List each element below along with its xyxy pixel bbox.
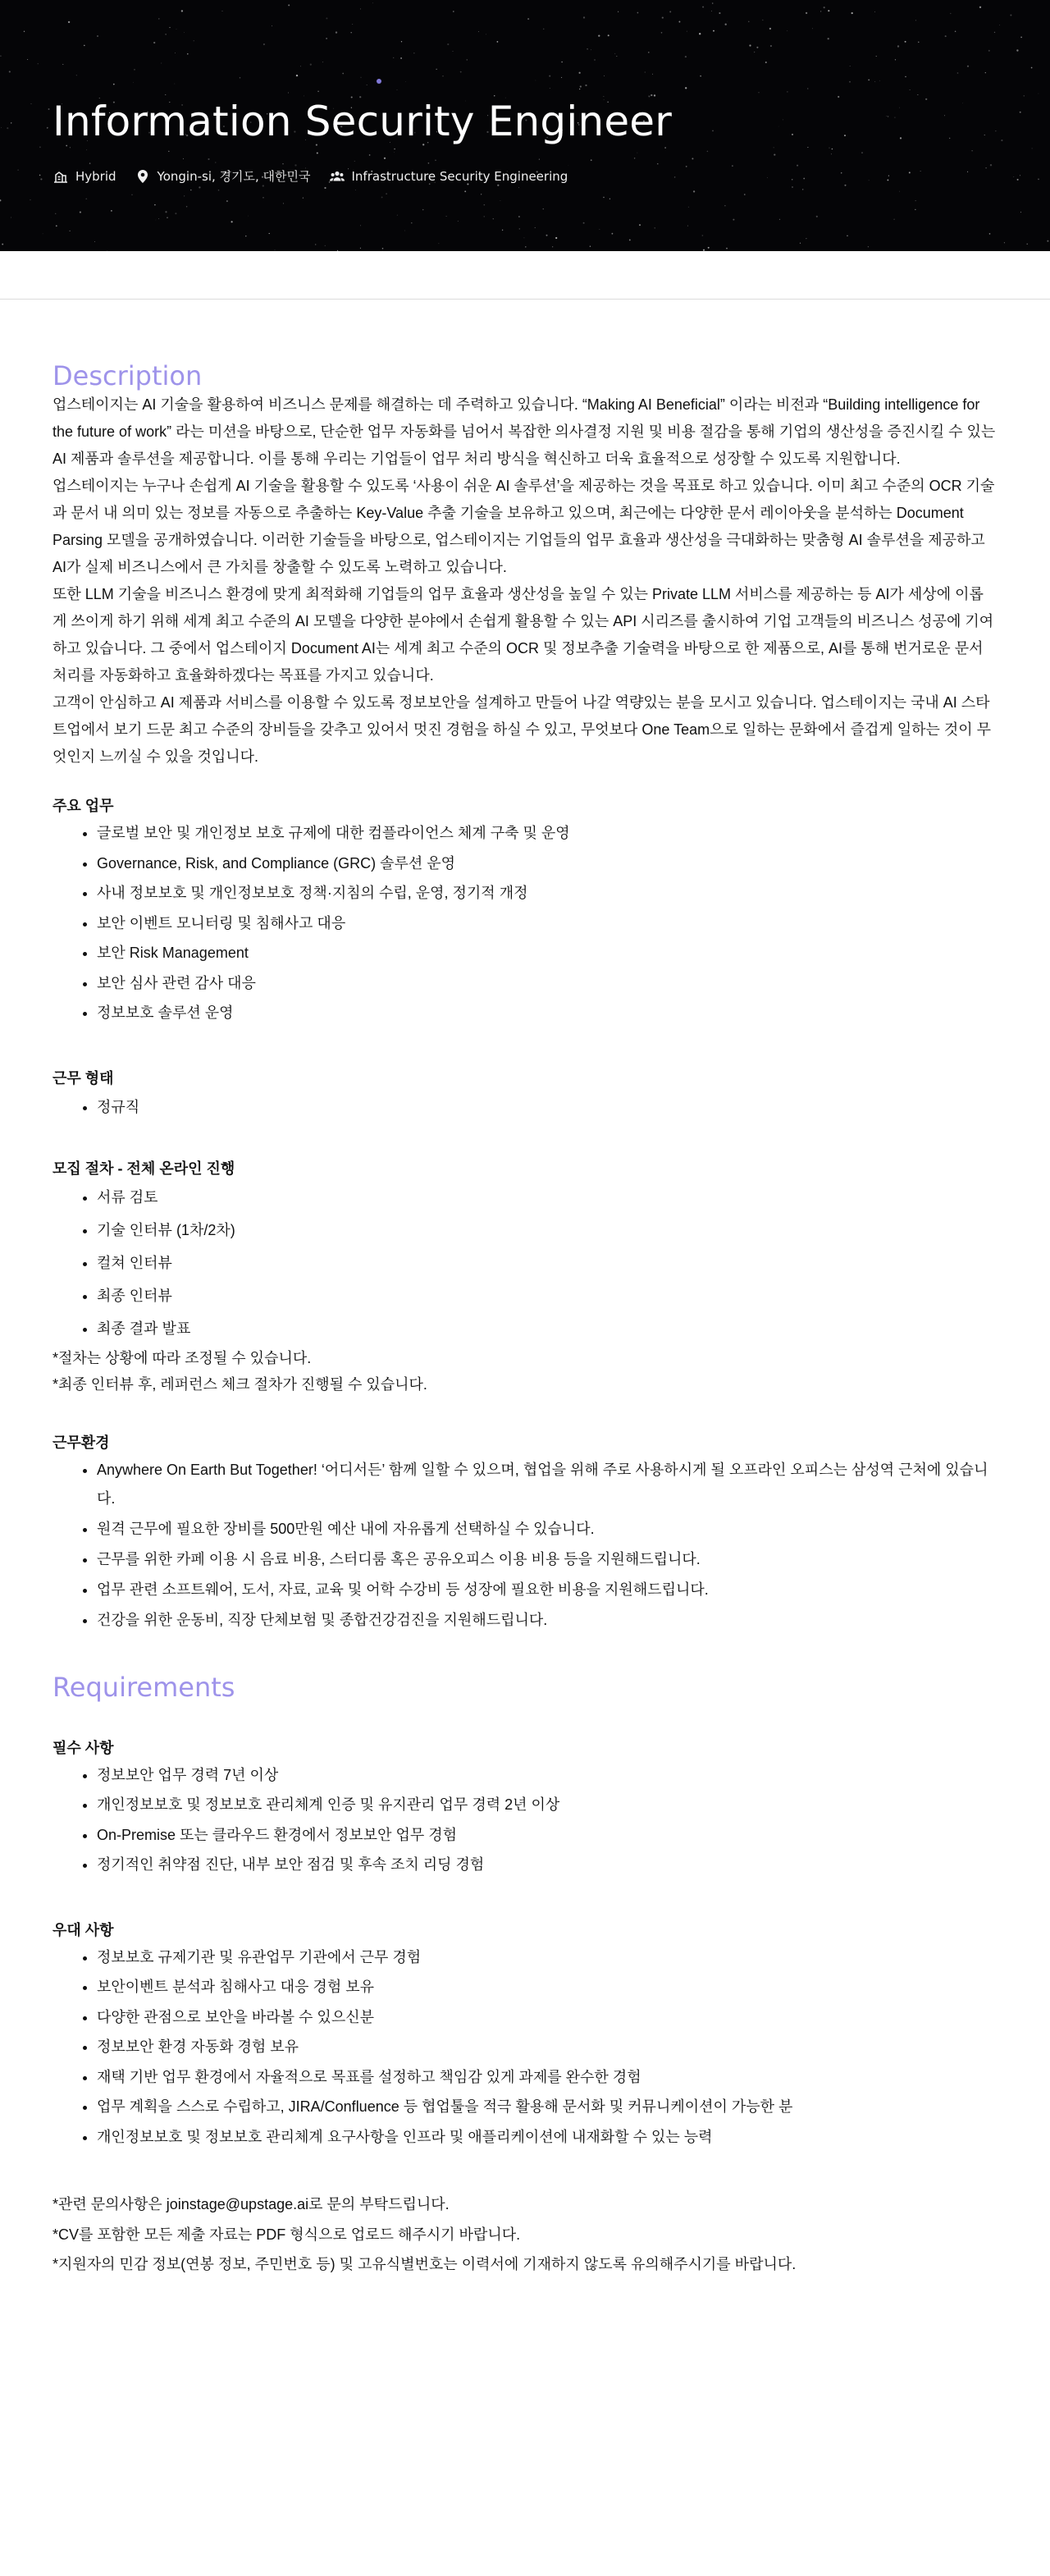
meta-team: [329, 168, 568, 185]
list-item: • 최종 결과 발표: [97, 1312, 998, 1345]
employment-type-heading: 근무 형태: [52, 1069, 114, 1087]
footer-notes: [52, 2189, 998, 2280]
list-item: • 보안이벤트 분석과 침해사고 대응 경험 보유: [97, 1972, 998, 2002]
list-item: • 보안 심사 관련 감사 대응: [97, 968, 998, 999]
list-item: • 정보보호 규제기관 및 유관업무 기관에서 근무 경험: [97, 1942, 998, 1973]
list-item: • On-Premise 또는 클라우드 환경에서 정보보안 업무 경험: [97, 1820, 998, 1851]
list-item: • 건강을 위한 운동비, 직장 단체보험 및 종합건강검진을 지원해드립니다.: [97, 1605, 998, 1636]
required-qualifications-heading: 필수 사항: [52, 1739, 114, 1756]
duties-list: [52, 818, 998, 1028]
list-item: • 정기적인 취약점 진단, 내부 보안 점검 및 후속 조치 리딩 경험: [97, 1850, 998, 1880]
job-content: [0, 360, 1050, 2280]
list-item: • 정보보안 환경 자동화 경험 보유: [97, 2032, 998, 2062]
employment-type-list: [52, 1091, 998, 1123]
list-item: • 업무 관련 소프트웨어, 도서, 자료, 교육 및 어학 수강비 등 성장에 필요한 비용을 지원해드립니다.: [97, 1575, 998, 1605]
list-item: • Governance, Risk, and Compliance (GRC) 솔루션 운영: [97, 849, 998, 879]
list-item: • 기술 인터뷰 (1차/2차): [97, 1214, 998, 1247]
footer-note: *CV를 포함한 모든 제출 자료는 PDF 형식으로 업로드 해주시기 바랍니다.: [52, 2226, 521, 2243]
list-item: • 개인정보보호 및 정보보호 관리체계 인증 및 유지관리 업무 경력 2년 이상: [97, 1790, 998, 1820]
duties-heading: 주요 업무: [52, 798, 114, 814]
list-item: • 원격 근무에 필요한 장비를 500만원 예산 내에 자유롭게 선택하실 수 있습니다.: [97, 1514, 998, 1544]
work-environment-list: [52, 1455, 998, 1636]
meta-team-label: Infrastructure Security Engineering: [351, 168, 568, 184]
list-item: • 업무 계획을 스스로 수립하고, JIRA/Confluence 등 협업툴을 적극 활용해 문서화 및 커뮤니케이션이 가능한 분: [97, 2092, 998, 2122]
preferred-qualifications-heading: 우대 사항: [52, 1921, 114, 1938]
list-item: • 다양한 관점으로 보안을 바라볼 수 있으신분: [97, 2002, 998, 2033]
list-item: • 정보보안 업무 경력 7년 이상: [97, 1760, 998, 1791]
list-item: • 개인정보보호 및 정보보호 관리체계 요구사항을 인프라 및 애플리케이션에 내재화할 수 있는 능력: [97, 2122, 998, 2153]
list-item: • 재택 기반 업무 환경에서 자율적으로 목표를 설정하고 책임감 있게 과제를 완수한 경험: [97, 2062, 998, 2093]
list-item: • 정규직: [97, 1091, 998, 1123]
list-item: • 컬쳐 인터뷰: [97, 1247, 998, 1279]
work-environment-heading: 근무환경: [52, 1434, 110, 1451]
preferred-qualifications-list: [52, 1942, 998, 2153]
meta-location-label: Yongin-si, 경기도, 대한민국: [157, 169, 311, 184]
description-paragraph: 업스테이지는 누구나 손쉽게 AI 기술을 활용할 수 있도록 ‘사용이 쉬운 AI 솔루션’을 제공하는 것을 목표로 하고 있습니다. 이미 최고 수준의 OCR 기술과 문서 내 의미 있는 정보를 자동으로 추출하는 Key-Value 추출 기술을 보유하고 있으며, 최근에는 다양한 문서 레이아웃을 분석하는 Document Parsing 모델을 공개하였습니다. 이러한 기술들을 바탕으로, 업스테이지는 기업들의 업무 효율과 생산성을 극대화하는 맞춤형 AI 솔루션을 제공하고 AI가 실제 비즈니스에서 큰 가치를 창출할 수 있도록 노력하고 있습니다.: [52, 478, 995, 575]
requirements-heading: Requirements: [52, 1671, 235, 1703]
list-item: • 보안 Risk Management: [97, 938, 998, 968]
list-item: • 사내 정보보호 및 개인정보보호 정책·지침의 수립, 운영, 정기적 개정: [97, 878, 998, 908]
process-note: *절차는 상황에 따라 조정될 수 있습니다.: [52, 1349, 312, 1366]
job-title: Information Security Engineer: [52, 98, 673, 145]
description-paragraph: 또한 LLM 기술을 비즈니스 환경에 맞게 최적화해 기업들의 업무 효율과 생산성을 높일 수 있는 Private LLM 서비스를 제공하는 등 AI가 세상에 이롭게 쓰이게 하기 위해 세계 최고 수준의 AI 모델을 다양한 분야에서 손쉽게 활용할 수 있는 API 시리즈를 출시하여 기업 고객들의 비즈니스 성공에 기여하고 있습니다. 그 중에서 업스테이지 Document AI는 세계 최고 수준의 OCR 및 정보추출 기술력을 바탕으로 한 제품으로, AI를 통해 번거로운 문서 처리를 자동화하고 효율화하겠다는 목표를 가지고 있습니다.: [52, 586, 994, 684]
description-heading: Description: [52, 360, 203, 391]
section-divider: [0, 299, 1050, 300]
list-item: • 최종 인터뷰: [97, 1279, 998, 1312]
process-heading: 모집 절차 - 전체 온라인 진행: [52, 1160, 235, 1177]
meta-location: [135, 167, 311, 185]
list-item: • 글로벌 보안 및 개인정보 보호 규제에 대한 컴플라이언스 체계 구축 및 운영: [97, 818, 998, 849]
hero-banner: [0, 0, 1050, 251]
required-qualifications-list: [52, 1760, 998, 1880]
location-pin-icon: [135, 168, 151, 185]
list-item: • 정보보호 솔루션 운영: [97, 998, 998, 1028]
list-item: • 서류 검토: [97, 1181, 998, 1214]
team-icon: [329, 168, 345, 185]
description-paragraph: 고객이 안심하고 AI 제품과 서비스를 이용할 수 있도록 정보보안을 설계하고 만들어 나갈 역량있는 분을 모시고 있습니다. 업스테이지는 국내 AI 스타트업에서 보기 드문 최고 수준의 장비들을 갖추고 있어서 멋진 경험을 하실 수 있고, 무엇보다 One Team으로 일하는 문화에서 즐겁게 일하는 것이 무엇인지 느끼실 수 있을 것입니다.: [52, 694, 992, 765]
footer-note: *지원자의 민감 정보(연봉 정보, 주민번호 등) 및 고유식별번호는 이력서에 기재하지 않도록 유의해주시기를 바랍니다.: [52, 2256, 797, 2272]
process-list: [52, 1181, 998, 1345]
description-paragraph: 업스테이지는 AI 기술을 활용하여 비즈니스 문제를 해결하는 데 주력하고 있습니다. “Making AI Beneficial” 이라는 비전과 “Building intelligence for the future of work” 라는 미션을 바탕으로, 단순한 업무 자동화를 넘어서 복잡한 의사결정 지원 및 비용 절감을 통해 기업의 생산성을 증진시킬 수 있는 AI 제품과 솔루션을 제공합니다. 이를 통해 우리는 기업들이 업무 처리 방식을 혁신하고 더욱 효율적으로 성장할 수 있도록 지원합니다.: [52, 396, 996, 467]
footer-note: *관련 문의사항은 joinstage@upstage.ai로 문의 부탁드립니다.: [52, 2196, 450, 2212]
list-item: • 보안 이벤트 모니터링 및 침해사고 대응: [97, 908, 998, 939]
process-note: *최종 인터뷰 후, 레퍼런스 체크 절차가 진행될 수 있습니다.: [52, 1375, 427, 1393]
meta-workplace-type-label: Hybrid: [75, 168, 116, 184]
job-meta: [52, 167, 998, 185]
list-item: • 근무를 위한 카페 이용 시 음료 비용, 스터디룸 혹은 공유오피스 이용 비용 등을 지원해드립니다.: [97, 1544, 998, 1575]
list-item: • Anywhere On Earth But Together! ‘어디서든’ 함께 일할 수 있으며, 협업을 위해 주로 사용하시게 될 오프라인 오피스는 삼성역 근처에 있습니다.: [97, 1455, 998, 1514]
meta-workplace-type: [52, 168, 116, 185]
building-icon: [52, 168, 69, 185]
